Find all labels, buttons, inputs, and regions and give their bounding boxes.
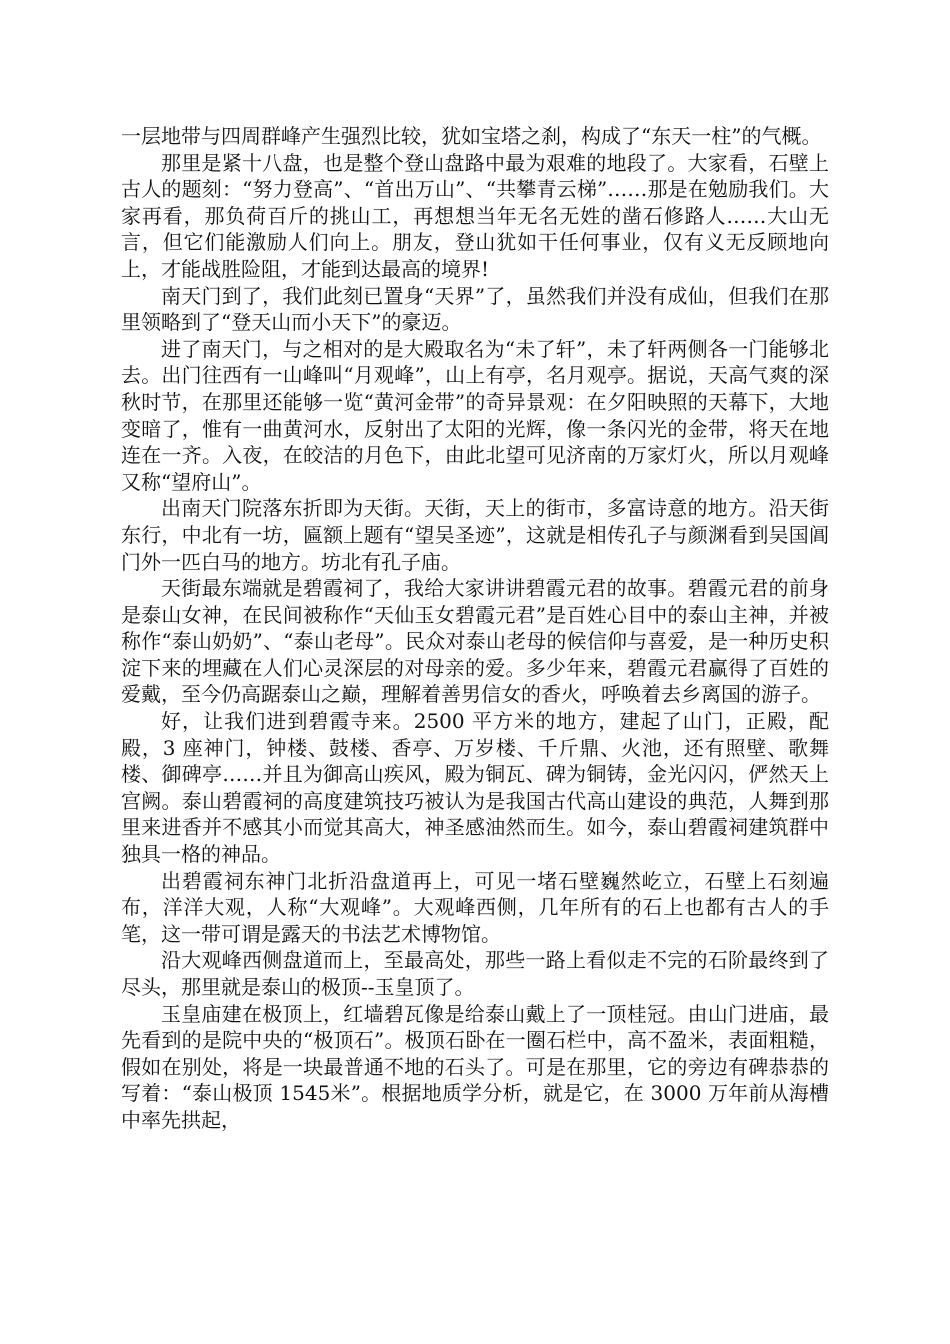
document-body xyxy=(121,123,829,1134)
paragraph-9: 沿大观峰西侧盘道而上，至最高处，那些一路上看似走不完的石阶最终到了尽头，那里就是泰山的极顶--玉皇顶了。 xyxy=(121,948,829,999)
paragraph-2: 那里是紧十八盘，也是整个登山盘路中最为艰难的地段了。大家看，石壁上古人的题刻：“努力登高”、“首出万山”、“共攀青云梯”……那是在勉励我们。大家再看，那负荷百斤的挑山工，再想想当年无名无姓的凿石修路人……大山无言，但它们能激励人们向上。朋友，登山犹如干任何事业，仅有义无反顾地向上，才能战胜险阻，才能到达最高的境界! xyxy=(121,150,829,281)
paragraph-8: 出碧霞祠东神门北折沿盘道再上，可见一堵石壁巍然屹立，石壁上石刻遍布，洋洋大观，人称“大观峰”。大观峰西侧，几年所有的石上也都有古人的手笔，这一带可谓是露天的书法艺术博物馆。 xyxy=(121,868,829,946)
paragraph-6: 天街最东端就是碧霞祠了，我给大家讲讲碧霞元君的故事。碧霞元君的前身是泰山女神，在民间被称作“天仙玉女碧霞元君”是百姓心目中的泰山主神，并被称作“泰山奶奶”、“泰山老母”。民众对泰山老母的候信仰与喜爱，是一种历史积淀下来的埋藏在人们心灵深层的对母亲的爱。多少年来，碧霞元君赢得了百姓的爱戴，至今仍高踞泰山之巅，理解着善男信女的香火，呼唤着去乡离国的游子。 xyxy=(121,576,829,707)
paragraph-7: 好，让我们进到碧霞寺来。2500 平方米的地方，建起了山门，正殿，配殿，3 座神门，钟楼、鼓楼、香亭、万岁楼、千斤鼎、火池，还有照壁、歌舞楼、御碑亭……并且为御高山疾风，殿为铜瓦、碑为铜铸，金光闪闪，俨然天上宫阙。泰山碧霞祠的高度建筑技巧被认为是我国古代高山建设的典范，人舞到那里来进香并不感其小而觉其高大，神圣感油然而生。如今，泰山碧霞祠建筑群中独具一格的神品。 xyxy=(121,709,829,867)
paragraph-3: 南天门到了，我们此刻已置身“天界”了，虽然我们并没有成仙，但我们在那里领略到了“登天山而小天下”的豪迈。 xyxy=(121,283,829,335)
paragraph-1: 一层地带与四周群峰产生强烈比较，犹如宝塔之刹，构成了“东天一柱”的气概。 xyxy=(121,124,822,148)
paragraph-4: 进了南天门，与之相对的是大殿取名为“未了轩”，未了轩两侧各一门能够北去。出门往西有一山峰叫“月观峰”，山上有亭，名月观亭。据说，天高气爽的深秋时节，在那里还能够一览“黄河金带”的奇异景观：在夕阳映照的天幕下，大地变暗了，惟有一曲黄河水，反射出了太阳的光辉，像一条闪光的金带，将天在地连在一齐。入夜，在皎洁的月色下，由此北望可见济南的万家灯火，所以月观峰又称“望府山”。 xyxy=(121,336,829,494)
paragraph-10: 玉皇庙建在极顶上，红墙碧瓦像是给泰山戴上了一顶桂冠。由山门进庙，最先看到的是院中央的“极顶石”。极顶石卧在一圈石栏中，高不盈米，表面粗糙，假如在别处，将是一块最普通不地的石头了。可是在那里，它的旁边有碑恭恭的写着：“泰山极顶 1545米”。根据地质学分析，就是它，在 3000 万年前从海槽中率先拱起， xyxy=(121,1001,829,1132)
paragraph-5: 出南天门院落东折即为天街。天街，天上的街市，多富诗意的地方。沿天街东行，中北有一坊，匾额上题有“望吴圣迹”，这就是相传孔子与颜渊看到吴国阊门外一匹白马的地方。坊北有孔子庙。 xyxy=(121,496,829,574)
